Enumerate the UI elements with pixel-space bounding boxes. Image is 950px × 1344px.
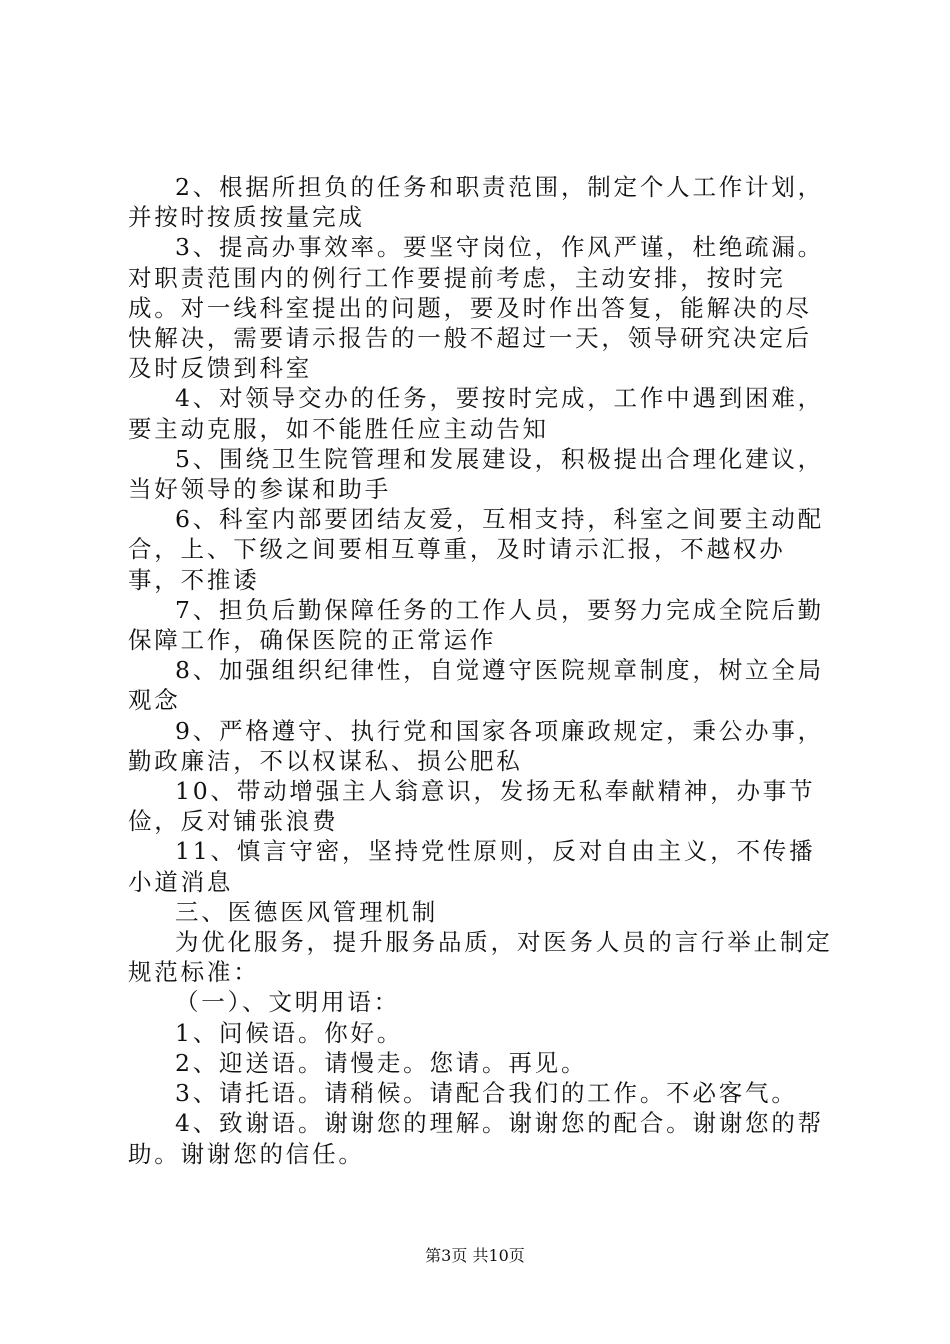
- paragraph-item-3: 3、提高办事效率。要坚守岗位，作风严谨，杜绝疏漏。对职责范围内的例行工作要提前考虑，主动安排，按时完成。对一线科室提出的问题，要及时作出答复，能解决的尽快解决，需要请示报告的一般不超过一天，领导研究决定后及时反馈到科室: [128, 233, 824, 383]
- section-intro: 为优化服务，提升服务品质，对医务人员的言行举止制定规范标准：: [128, 928, 833, 987]
- paragraph-item-4: 4、对领导交办的任务，要按时完成，工作中遇到困难，要主动克服，如不能胜任应主动告知: [128, 384, 824, 443]
- phrase-item-request: 3、请托语。请稍候。请配合我们的工作。不必客气。: [175, 1079, 798, 1108]
- section-heading: 三、医德医风管理机制: [175, 897, 438, 926]
- paragraph-item-2: 2、根据所担负的任务和职责范围，制定个人工作计划，并按时按质按量完成: [128, 173, 824, 232]
- phrase-item-greeting: 1、问候语。你好。: [175, 1018, 404, 1047]
- phrase-item-thanks: 4、致谢语。谢谢您的理解。谢谢您的配合。谢谢您的帮助。谢谢您的信任。: [128, 1109, 824, 1168]
- page-number-footer: 第3页 共10页: [425, 1246, 525, 1265]
- document-body: [128, 172, 836, 1169]
- paragraph-item-7: 7、担负后勤保障任务的工作人员，要努力完成全院后勤保障工作，确保医院的正常运作: [128, 595, 824, 655]
- paragraph-item-9: 9、严格遵守、执行党和国家各项廉政规定，秉公办事，勤政廉洁，不以权谋私、损公肥私: [128, 716, 824, 775]
- phrase-item-farewell: 2、迎送语。请慢走。您请。再见。: [175, 1048, 588, 1077]
- paragraph-item-6: 6、科室内部要团结友爱，互相支持，科室之间要主动配合，上、下级之间要相互尊重，及时请示汇报，不越权办事，不推诿: [128, 505, 824, 594]
- paragraph-item-10: 10、带动增强主人翁意识，发扬无私奉献精神，办事节俭，反对铺张浪费: [128, 777, 816, 836]
- paragraph-item-11: 11、慎言守密，坚持党性原则，反对自由主义，不传播小道消息: [128, 837, 816, 896]
- paragraph-item-8: 8、加强组织纪律性，自觉遵守医院规章制度，树立全局观念: [128, 656, 824, 715]
- subsection-heading: （一）、文明用语：: [175, 988, 400, 1017]
- paragraph-item-5: 5、围绕卫生院管理和发展建设，积极提出合理化建议，当好领导的参谋和助手: [128, 444, 824, 504]
